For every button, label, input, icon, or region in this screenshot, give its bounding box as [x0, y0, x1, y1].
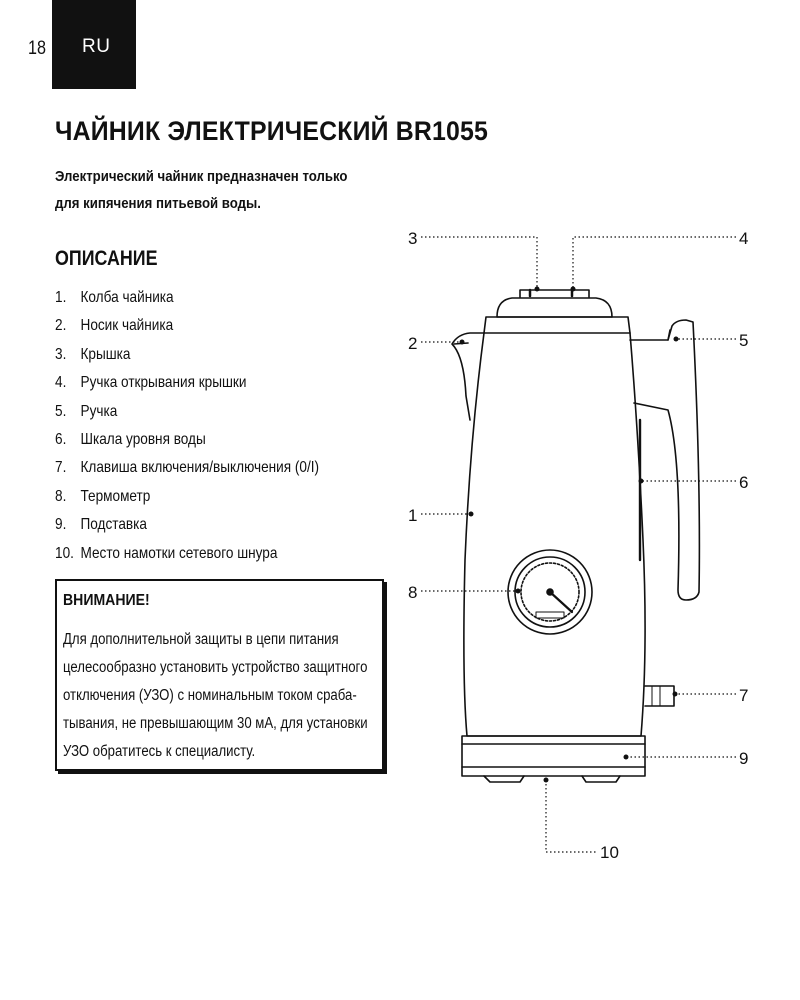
item-number: 8. [55, 487, 67, 505]
intro-line-2: для кипячения питьевой воды. [55, 195, 261, 212]
item-label: Подставка [80, 516, 147, 534]
item-label: Ручка открывания крышки [80, 374, 247, 392]
item-label: Крышка [80, 345, 131, 363]
item-number: 1. [55, 289, 67, 306]
item-number: 4. [55, 374, 67, 392]
description-heading: ОПИСАНИЕ [55, 247, 158, 270]
warning-line-2: целесообразно установить устройство защитного [63, 659, 368, 676]
warning-heading: ВНИМАНИЕ! [63, 592, 150, 609]
item-label: Клавиша включения/выключения (0/I) [80, 459, 320, 477]
callout-9: 9 [739, 749, 749, 768]
callout-8: 8 [408, 583, 418, 602]
callout-5: 5 [739, 331, 749, 350]
item-label: Термометр [80, 487, 151, 505]
callout-7: 7 [739, 686, 749, 705]
lid [497, 298, 612, 317]
item-number: 10. [55, 544, 74, 562]
callout-line-4 [573, 237, 736, 289]
item-number: 5. [55, 402, 67, 420]
item-number: 6. [55, 430, 67, 448]
callout-line-10 [546, 780, 598, 852]
item-label: Колба чайника [80, 289, 174, 306]
intro-line-1: Электрический чайник предназначен только [55, 168, 348, 185]
item-label: Место намотки сетевого шнура [80, 544, 278, 562]
page-title: ЧАЙНИК ЭЛЕКТРИЧЕСКИЙ BR1055 [55, 116, 489, 146]
thermometer [508, 550, 592, 634]
warning-line-1: Для дополнительной защиты в цепи питания [63, 631, 339, 648]
kettle-body [464, 333, 645, 736]
item-label: Ручка [80, 402, 118, 420]
callout-6: 6 [739, 473, 749, 492]
warning-line-5: УЗО обратитесь к специалисту. [63, 743, 256, 760]
item-label: Шкала уровня воды [80, 430, 206, 448]
item-number: 2. [55, 317, 67, 335]
body-rim [484, 317, 630, 333]
page-number: 18 [28, 38, 46, 59]
item-label: Носик чайника [80, 317, 174, 335]
callout-line-3 [421, 237, 537, 289]
callout-10: 10 [600, 843, 619, 862]
item-number: 7. [55, 459, 67, 477]
callout-3: 3 [408, 229, 418, 248]
callout-2: 2 [408, 334, 418, 353]
callout-1: 1 [408, 506, 418, 525]
callout-4: 4 [739, 229, 749, 248]
kettle-base [462, 736, 645, 776]
warning-line-4: тывания, не превышающим 30 мА, для установки [63, 715, 368, 732]
item-number: 9. [55, 516, 67, 534]
item-number: 3. [55, 345, 67, 363]
warning-line-3: отключения (УЗО) с номинальным током сраба- [63, 687, 357, 704]
language-label: RU [82, 36, 111, 57]
